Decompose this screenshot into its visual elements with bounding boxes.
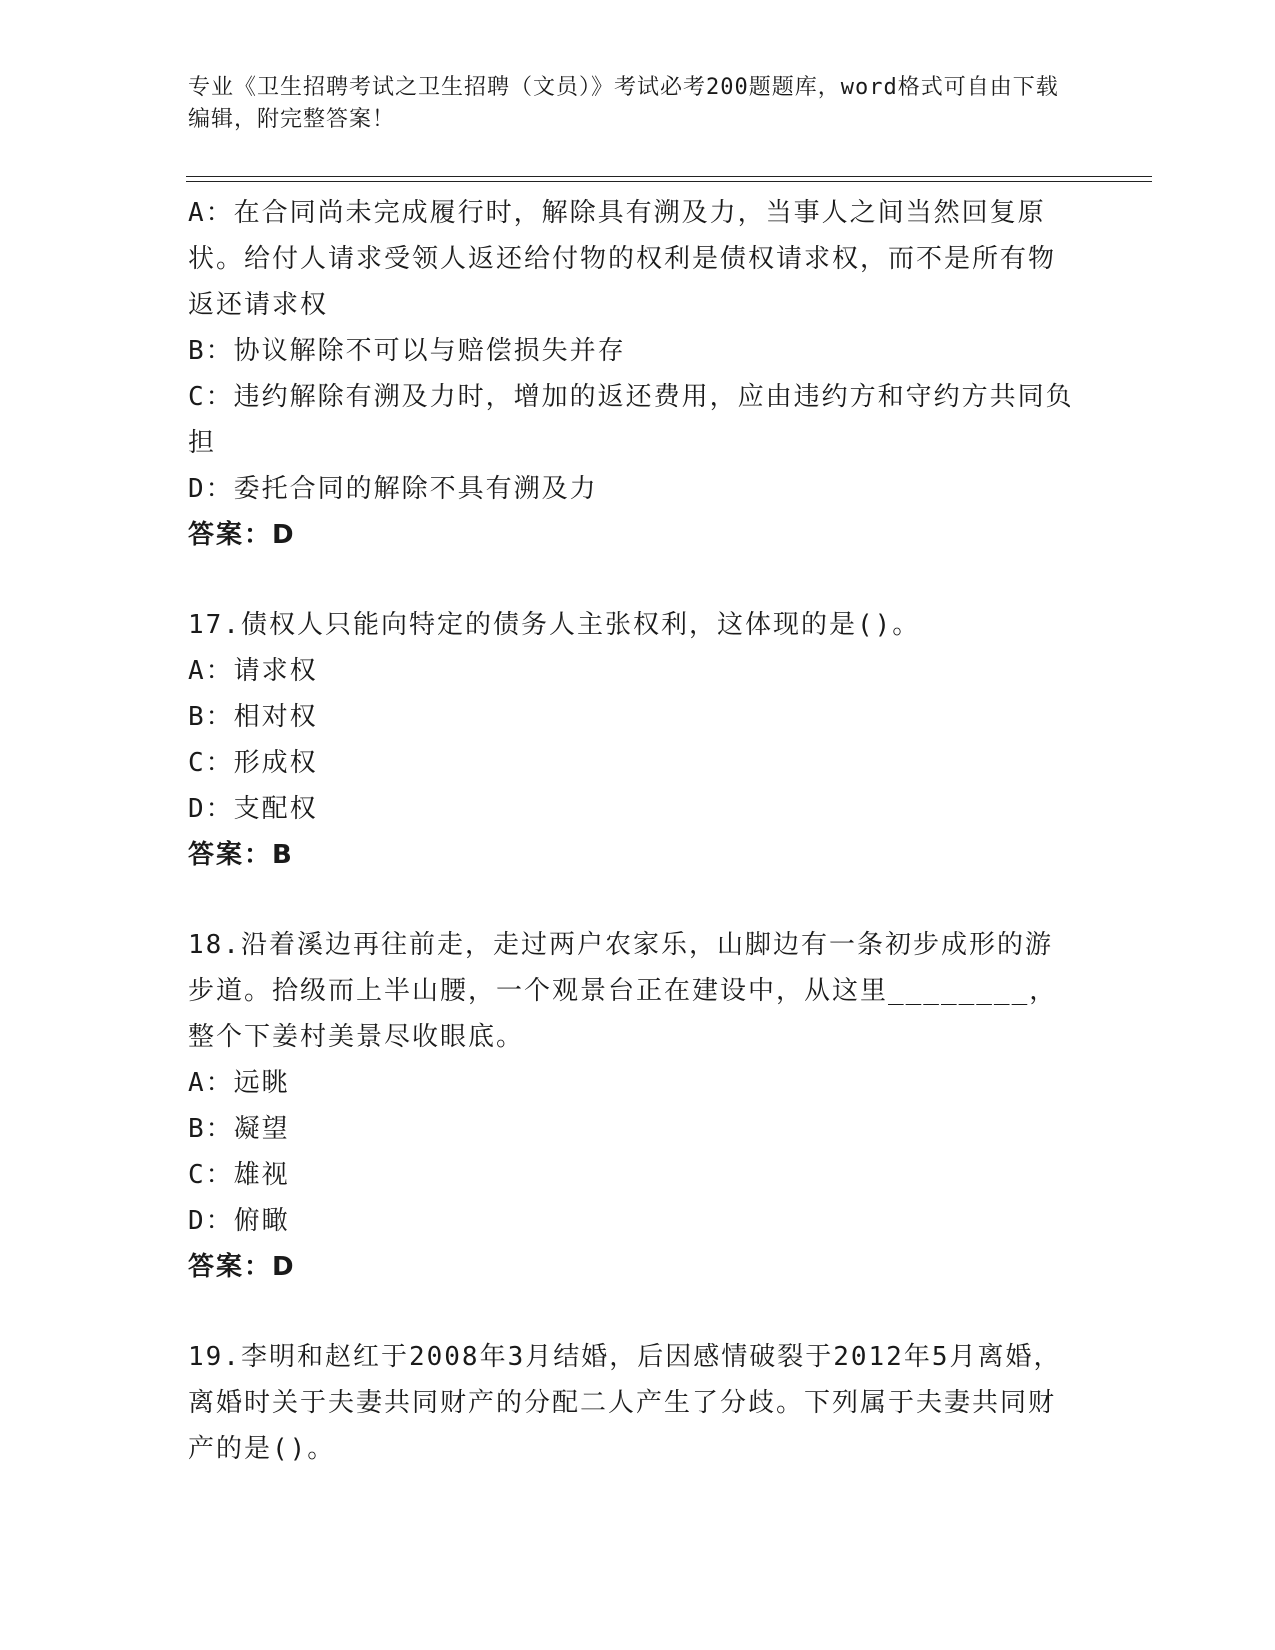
header-rule: [186, 176, 1152, 177]
option-c: C：违约解除有溯及力时，增加的返还费用，应由违约方和守约方共同负担: [188, 382, 1074, 458]
option-d: D：支配权: [188, 794, 318, 824]
question-text: 17.债权人只能向特定的债务人主张权利，这体现的是()。: [188, 610, 921, 640]
question-block-prev: [188, 190, 1078, 558]
question-block-19: [188, 1334, 1078, 1472]
question-text: 19.李明和赵红于2008年3月结婚，后因感情破裂于2012年5月离婚，离婚时关于夫妻共同财产的分配二人产生了分歧。下列属于夫妻共同财产的是()。: [188, 1342, 1062, 1464]
answer-label: 答案：B: [188, 840, 294, 870]
question-block-17: [188, 602, 1078, 878]
option-b: B：相对权: [188, 702, 318, 732]
spacer: [188, 1290, 1078, 1334]
option-a: A：在合同尚未完成履行时，解除具有溯及力，当事人之间当然回复原状。给付人请求受领人返还给付物的权利是债权请求权，而不是所有物返还请求权: [188, 198, 1057, 320]
answer-label: 答案：D: [188, 520, 296, 550]
question-text: 18.沿着溪边再往前走，走过两户农家乐，山脚边有一条初步成形的游步道。拾级而上半山腰，一个观景台正在建设中，从这里________，整个下姜村美景尽收眼底。: [188, 930, 1058, 1052]
option-d: D：俯瞰: [188, 1206, 290, 1236]
header-rule-secondary: [186, 181, 1152, 182]
spacer: [188, 558, 1078, 602]
spacer: [188, 878, 1078, 922]
option-a: A：远眺: [188, 1068, 290, 1098]
option-d: D：委托合同的解除不具有溯及力: [188, 474, 598, 504]
option-a: A：请求权: [188, 656, 318, 686]
option-b: B：协议解除不可以与赔偿损失并存: [188, 336, 626, 366]
question-block-18: [188, 922, 1078, 1290]
option-b: B：凝望: [188, 1114, 290, 1144]
answer-label: 答案：D: [188, 1252, 296, 1282]
document-header: 专业《卫生招聘考试之卫生招聘（文员）》考试必考200题题库，word格式可自由下载编辑，附完整答案！: [188, 75, 1059, 132]
document-body: [188, 190, 1078, 1472]
option-c: C：形成权: [188, 748, 318, 778]
option-c: C：雄视: [188, 1160, 290, 1190]
